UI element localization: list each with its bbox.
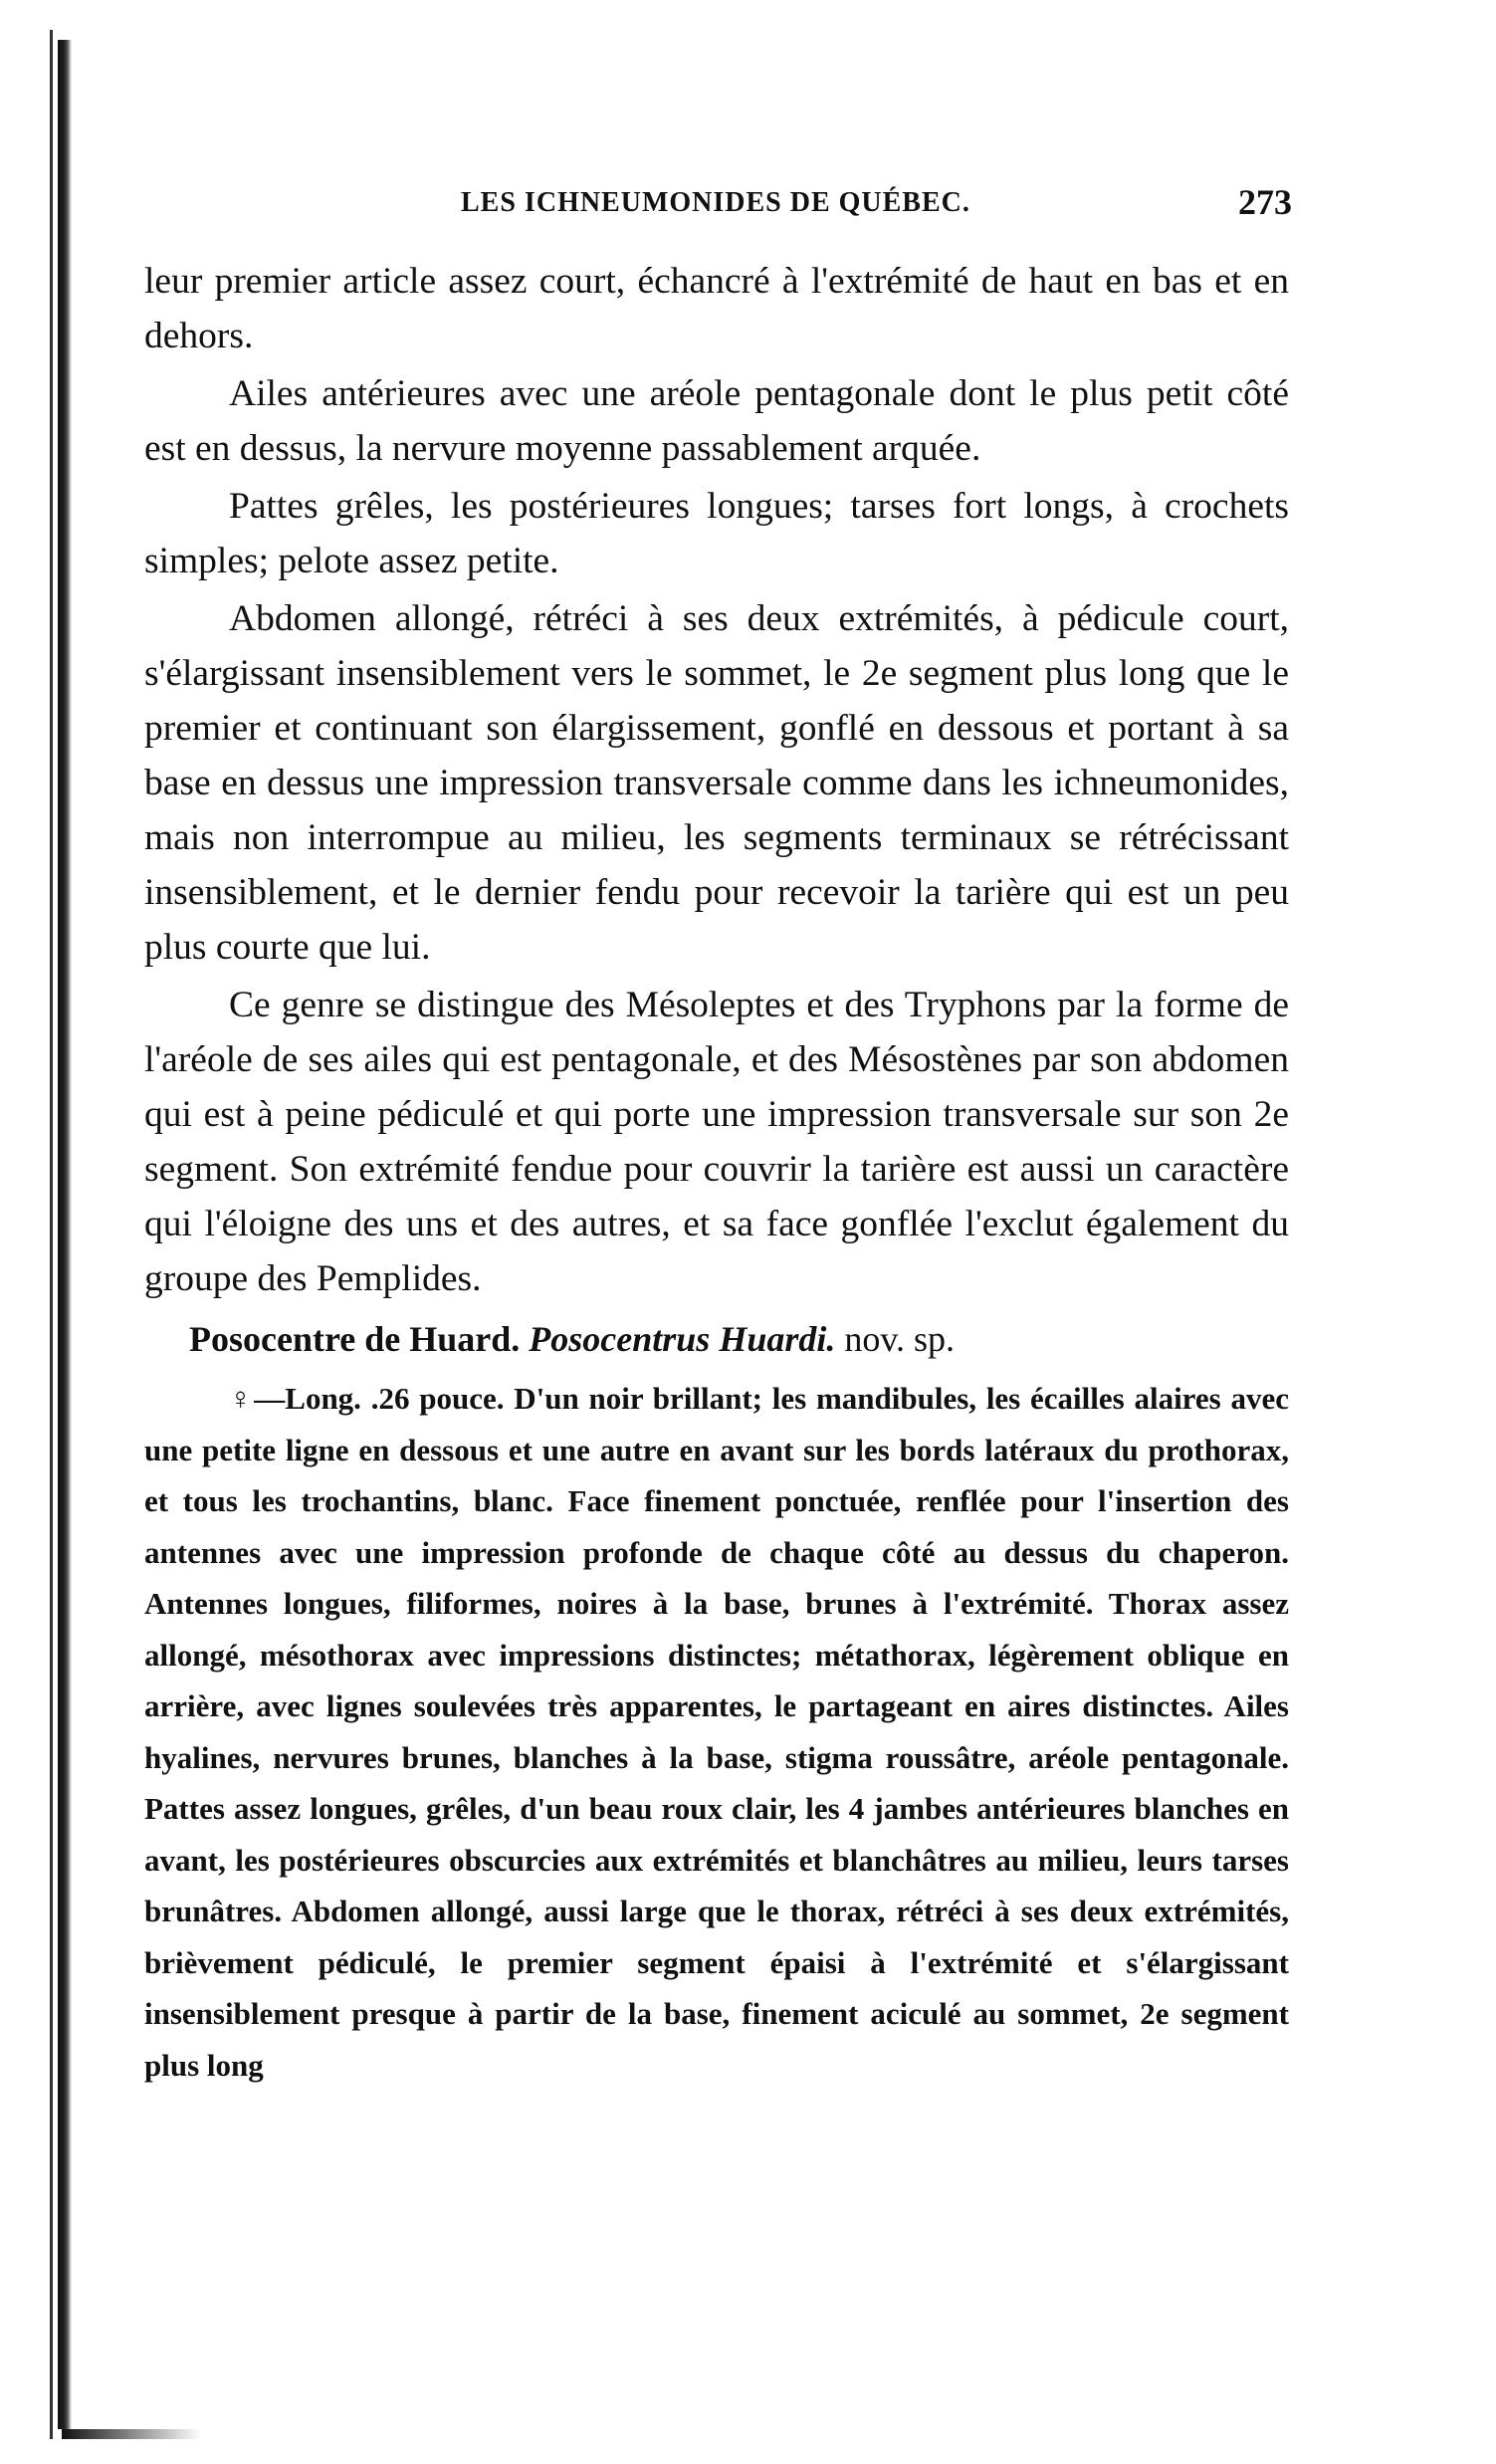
page-header: [187, 182, 1292, 227]
species-heading: [189, 1312, 1289, 1367]
paragraph-continuation: leur premier article assez court, échancré à l'extrémité de haut en bas et en dehors.: [144, 261, 1289, 356]
species-latin-name: Posocentrus Huardi.: [529, 1319, 836, 1359]
page-number: 273: [1238, 182, 1292, 222]
species-french-name: Posocentre de Huard.: [189, 1319, 521, 1359]
paragraph-abdomen: Abdomen allongé, rétréci à ses deux extrémités, à pédicule court, s'élargissant insensiblement vers le sommet, le 2e segment plus long que le premier et continuant son élargissement, gonflé en dessous et portant à sa base en dessus une impression transversale comme dans les ichneumonides, mais non interrompue au milieu, les segments terminaux se rétrécissant insensiblement, et le dernier fendu pour recevoir la tarière qui est un peu plus courte que lui.: [144, 598, 1289, 968]
page-binding-foot: [62, 2429, 201, 2439]
paragraph-legs: Pattes grêles, les postérieures longues; tarses fort longs, à crochets simples; pelote assez petite.: [144, 486, 1289, 581]
page-binding-shadow: [50, 30, 53, 2439]
page-binding-edge: [58, 40, 72, 2429]
page-body: [144, 254, 1289, 2091]
paragraph-wings: Ailes antérieures avec une aréole pentagonale dont le plus petit côté est en dessus, la nervure moyenne passablement arquée.: [144, 373, 1289, 469]
running-head: LES ICHNEUMONIDES DE QUÉBEC.: [461, 187, 970, 218]
species-designation: nov. sp.: [844, 1319, 956, 1359]
species-description: ♀—Long. .26 pouce. D'un noir brillant; les mandibules, les écailles alaires avec une petite ligne en dessous et une autre en avant sur les bords latéraux du prothorax, et tous les trochantins, blanc. Face finement ponctuée, renflée pour l'insertion des antennes avec une impression profonde de chaque côté au dessus du chaperon. Antennes longues, filiformes, noires à la base, brunes à l'extrémité. Thorax assez allongé, mésothorax avec impressions distinctes; métathorax, légèrement oblique en arrière, avec lignes soulevées très apparentes, le partageant en aires distinctes. Ailes hyalines, nervures brunes, blanches à la base, stigma roussâtre, aréole pentagonale. Pattes assez longues, grêles, d'un beau roux clair, les 4 jambes antérieures blanches en avant, les postérieures obscurcies aux extrémités et blanchâtres au milieu, leurs tarses brunâtres. Abdomen allongé, aussi large que le thorax, rétréci à ses deux extrémités, brièvement pédiculé, le premier segment épaisi à l'extrémité et s'élargissant insensiblement presque à partir de la base, finement aciculé au sommet, 2e segment plus long: [144, 1381, 1289, 2083]
paragraph-genus-distinction: Ce genre se distingue des Mésoleptes et des Tryphons par la forme de l'aréole de ses ailes qui est pentagonale, et des Mésostènes par son abdomen qui est à peine pédiculé et qui porte une impression transversale sur son 2e segment. Son extrémité fendue pour couvrir la tarière est aussi un caractère qui l'éloigne des uns et des autres, et sa face gonflée l'exclut également du groupe des Pemplides.: [144, 985, 1289, 1299]
